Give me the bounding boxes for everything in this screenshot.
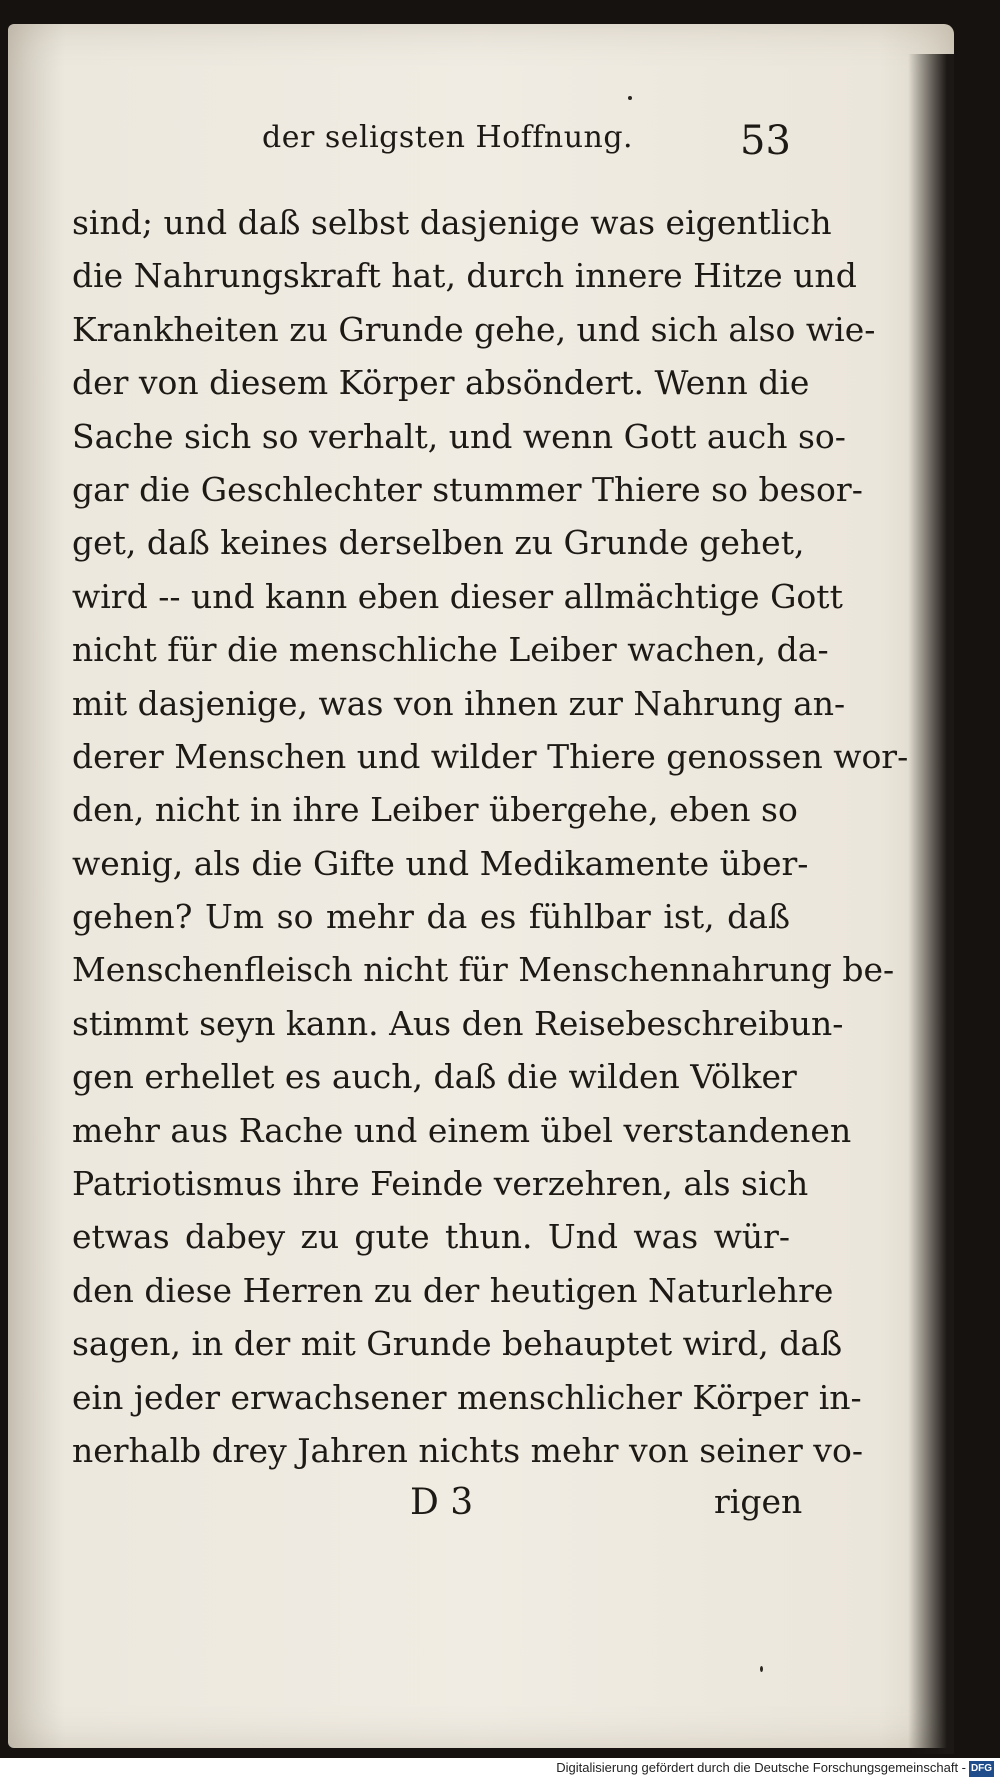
text-line: sind; und daß selbst dasjenige was eigentlich xyxy=(72,203,832,242)
paper-speck xyxy=(760,1666,763,1672)
text-line: Patriotismus ihre Feinde verzehren, als sich xyxy=(72,1164,809,1204)
catchword: rigen xyxy=(714,1482,803,1521)
text-line: etwas dabey zu gute thun. Und was wür- xyxy=(72,1217,790,1257)
text-line: gehen? Um so mehr da es fühlbar ist, daß xyxy=(72,897,790,937)
text-line: gen erhellet es auch, daß die wilden Völker xyxy=(72,1057,797,1097)
text-line: mehr aus Rache und einem übel verstandenen xyxy=(72,1110,852,1150)
body-text xyxy=(72,196,909,1477)
text-line: nicht für die menschliche Leiber wachen, da- xyxy=(72,630,829,670)
text-line: gar die Geschlechter stummer Thiere so besor- xyxy=(72,469,863,509)
text-line: Sache sich so verhalt, und wenn Gott auch so- xyxy=(72,416,846,456)
page-edge-shadow xyxy=(908,54,954,1754)
text-line: ein jeder erwachsener menschlicher Körper in- xyxy=(72,1377,862,1417)
text-line: wird -- und kann eben dieser allmächtige Gott xyxy=(72,576,843,616)
text-line: get, daß keines derselben zu Grunde gehet, xyxy=(72,523,805,563)
text-line: den, nicht in ihre Leiber übergehe, eben so xyxy=(72,790,798,830)
dfg-logo-icon: DFG xyxy=(969,1761,994,1777)
text-line: der von diesem Körper absöndert. Wenn die xyxy=(72,363,810,403)
paper-speck xyxy=(628,96,632,100)
text-line: wenig, als die Gifte und Medikamente über- xyxy=(72,843,809,883)
text-line: den diese Herren zu der heutigen Naturlehre xyxy=(72,1270,834,1310)
page-number: 53 xyxy=(740,118,791,164)
text-line: mit dasjenige, was von ihnen zur Nahrung an- xyxy=(72,683,846,723)
text-line: Krankheiten zu Grunde gehe, und sich also wie- xyxy=(72,309,876,349)
text-line: sagen, in der mit Grunde behauptet wird, daß xyxy=(72,1324,843,1364)
text-line: derer Menschen und wilder Thiere genossen wor- xyxy=(72,736,909,776)
running-head: der seligsten Hoffnung. xyxy=(262,120,634,155)
signature-mark: D 3 xyxy=(410,1482,474,1523)
text-line: die Nahrungskraft hat, durch innere Hitze und xyxy=(72,256,857,296)
text-line: stimmt seyn kann. Aus den Reisebeschreibun- xyxy=(72,1003,844,1043)
digitization-footer xyxy=(0,1758,1000,1781)
footer-credit-text: Digitalisierung gefördert durch die Deutsche Forschungsgemeinschaft - xyxy=(556,1760,966,1775)
text-line: Menschenfleisch nicht für Menschennahrung be- xyxy=(72,950,895,990)
text-line: nerhalb drey Jahren nichts mehr von seiner vo- xyxy=(72,1430,863,1470)
